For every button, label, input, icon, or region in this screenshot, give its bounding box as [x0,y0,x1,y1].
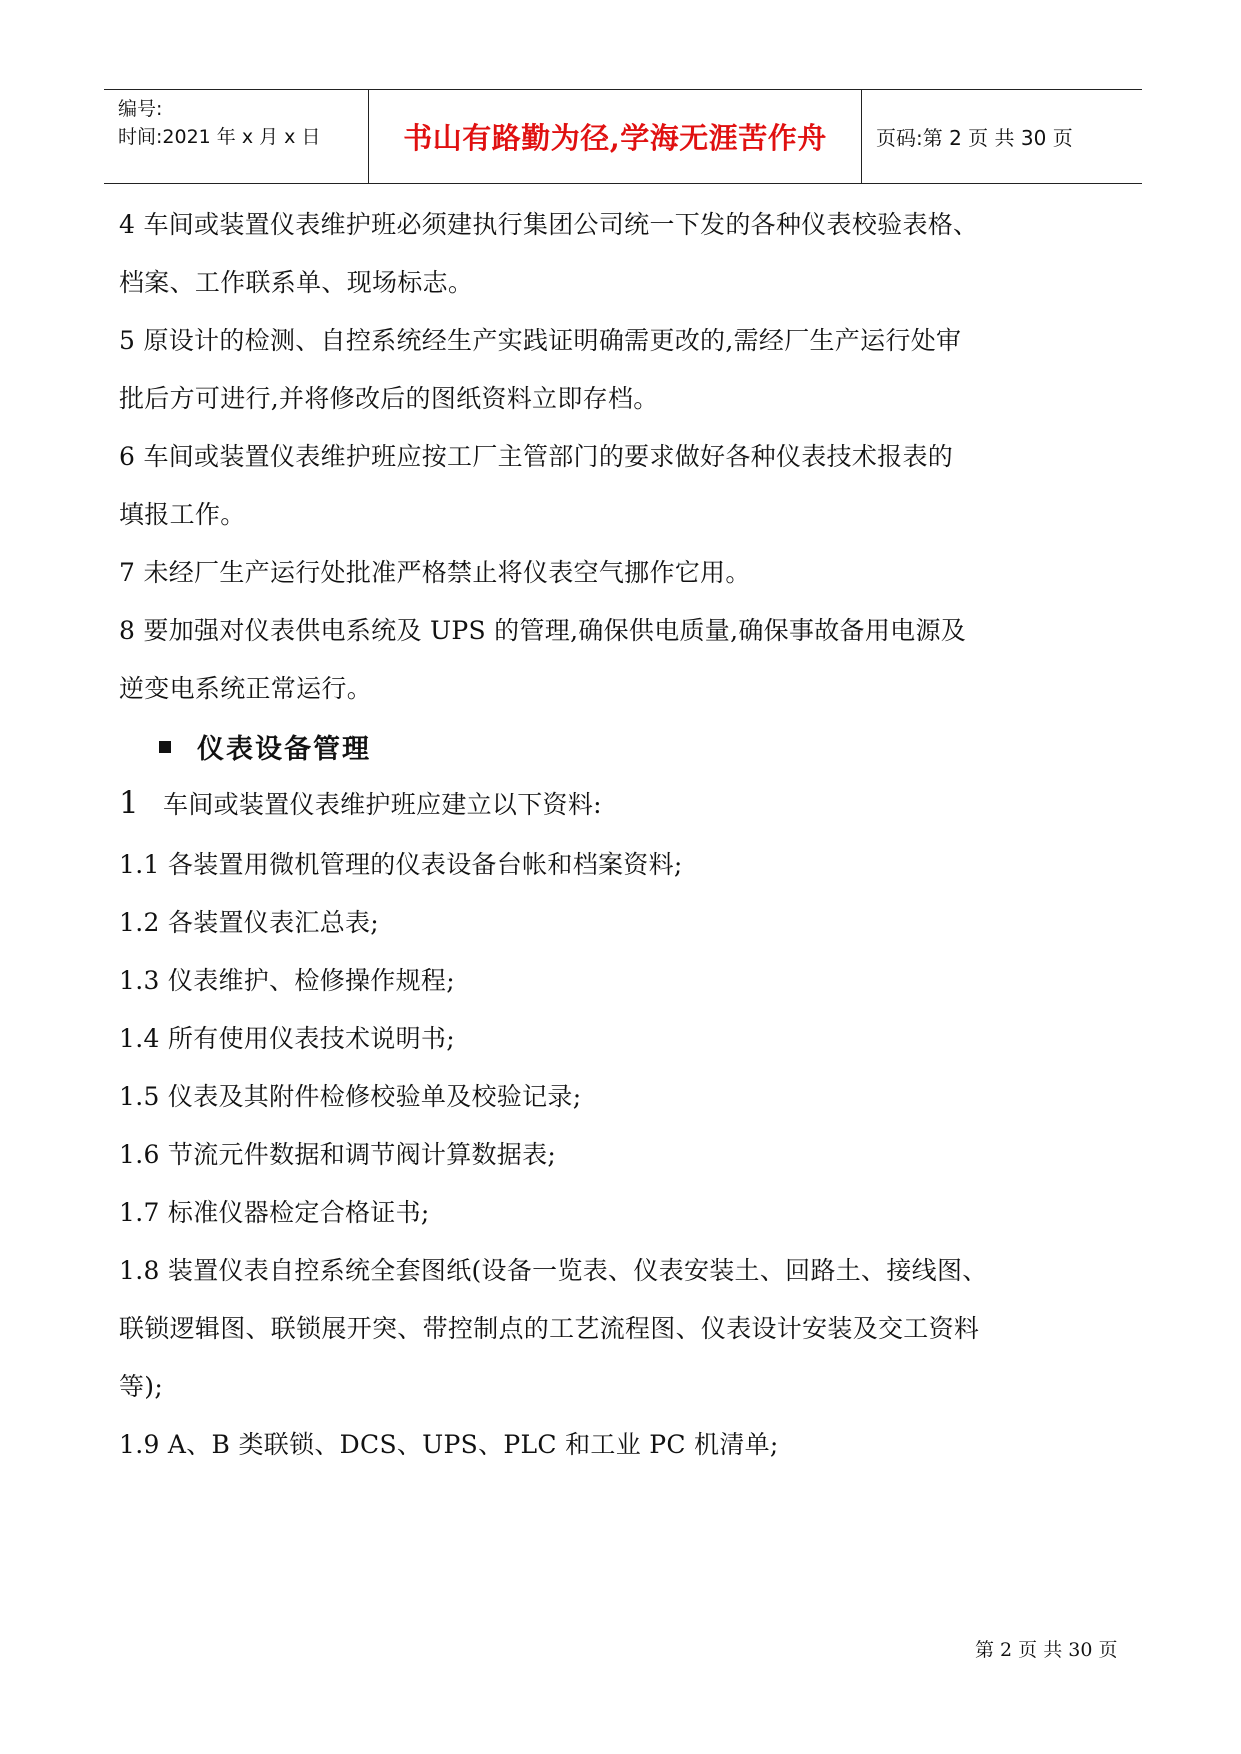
list-item: 1.2 各装置仪表汇总表; [119,908,380,937]
list-item-continuation: 等); [119,1372,164,1401]
header-info-cell [104,90,369,183]
paragraph-line: 7 未经厂生产运行处批准严格禁止将仪表空气挪作它用。 [119,558,751,587]
paragraph-line: 逆变电系统正常运行。 [119,674,373,703]
list-item: 1.9 A、B 类联锁、DCS、UPS、PLC 和工业 PC 机清单; [119,1430,779,1459]
list-item: 1.8 装置仪表自控系统全套图纸(设备一览表、仪表安装土、回路土、接线图、 [119,1256,988,1285]
paragraph-line: 批后方可进行,并将修改后的图纸资料立即存档。 [119,384,659,413]
page-header [104,89,1142,184]
header-page-label: 页码:第 2 页 共 30 页 [876,126,1073,150]
list-item: 1.5 仪表及其附件检修校验单及校验记录; [119,1082,582,1111]
list-item: 1.7 标准仪器检定合格证书; [119,1198,430,1227]
paragraph-line: 4 车间或装置仪表维护班必须建执行集团公司统一下发的各种仪表校验表格、 [119,210,979,239]
list-item: 1.3 仪表维护、检修操作规程; [119,966,455,995]
list-item: 1.1 各装置用微机管理的仪表设备台帐和档案资料; [119,850,683,879]
list-item: 1.6 节流元件数据和调节阀计算数据表; [119,1140,557,1169]
header-page-cell [862,90,1142,183]
list-intro-number: 1 [119,785,140,821]
paragraph-line: 5 原设计的检测、自控系统经生产实践证明确需更改的,需经厂生产运行处审 [119,326,962,355]
paragraph-line: 档案、工作联系单、现场标志。 [119,268,474,297]
paragraph-line: 填报工作。 [119,500,246,529]
header-motto: 书山有路勤为径,学海无涯苦作舟 [403,121,827,155]
section-heading [159,727,371,766]
document-number-label: 编号: [118,98,163,120]
list-item: 1.4 所有使用仪表技术说明书; [119,1024,455,1053]
document-time-label: 时间:2021 年 x 月 x 日 [118,126,321,148]
paragraph-line: 8 要加强对仪表供电系统及 UPS 的管理,确保供电质量,确保事故备用电源及 [119,616,967,645]
page-footer: 第 2 页 共 30 页 [975,1639,1118,1661]
list-intro-text: 车间或装置仪表维护班应建立以下资料: [163,790,602,819]
header-motto-cell [369,90,862,183]
square-bullet-icon [159,741,171,753]
list-item-continuation: 联锁逻辑图、联锁展开突、带控制点的工艺流程图、仪表设计安装及交工资料 [119,1314,980,1343]
section-heading-text: 仪表设备管理 [197,734,371,765]
list-intro [119,785,602,821]
paragraph-line: 6 车间或装置仪表维护班应按工厂主管部门的要求做好各种仪表技术报表的 [119,442,954,471]
